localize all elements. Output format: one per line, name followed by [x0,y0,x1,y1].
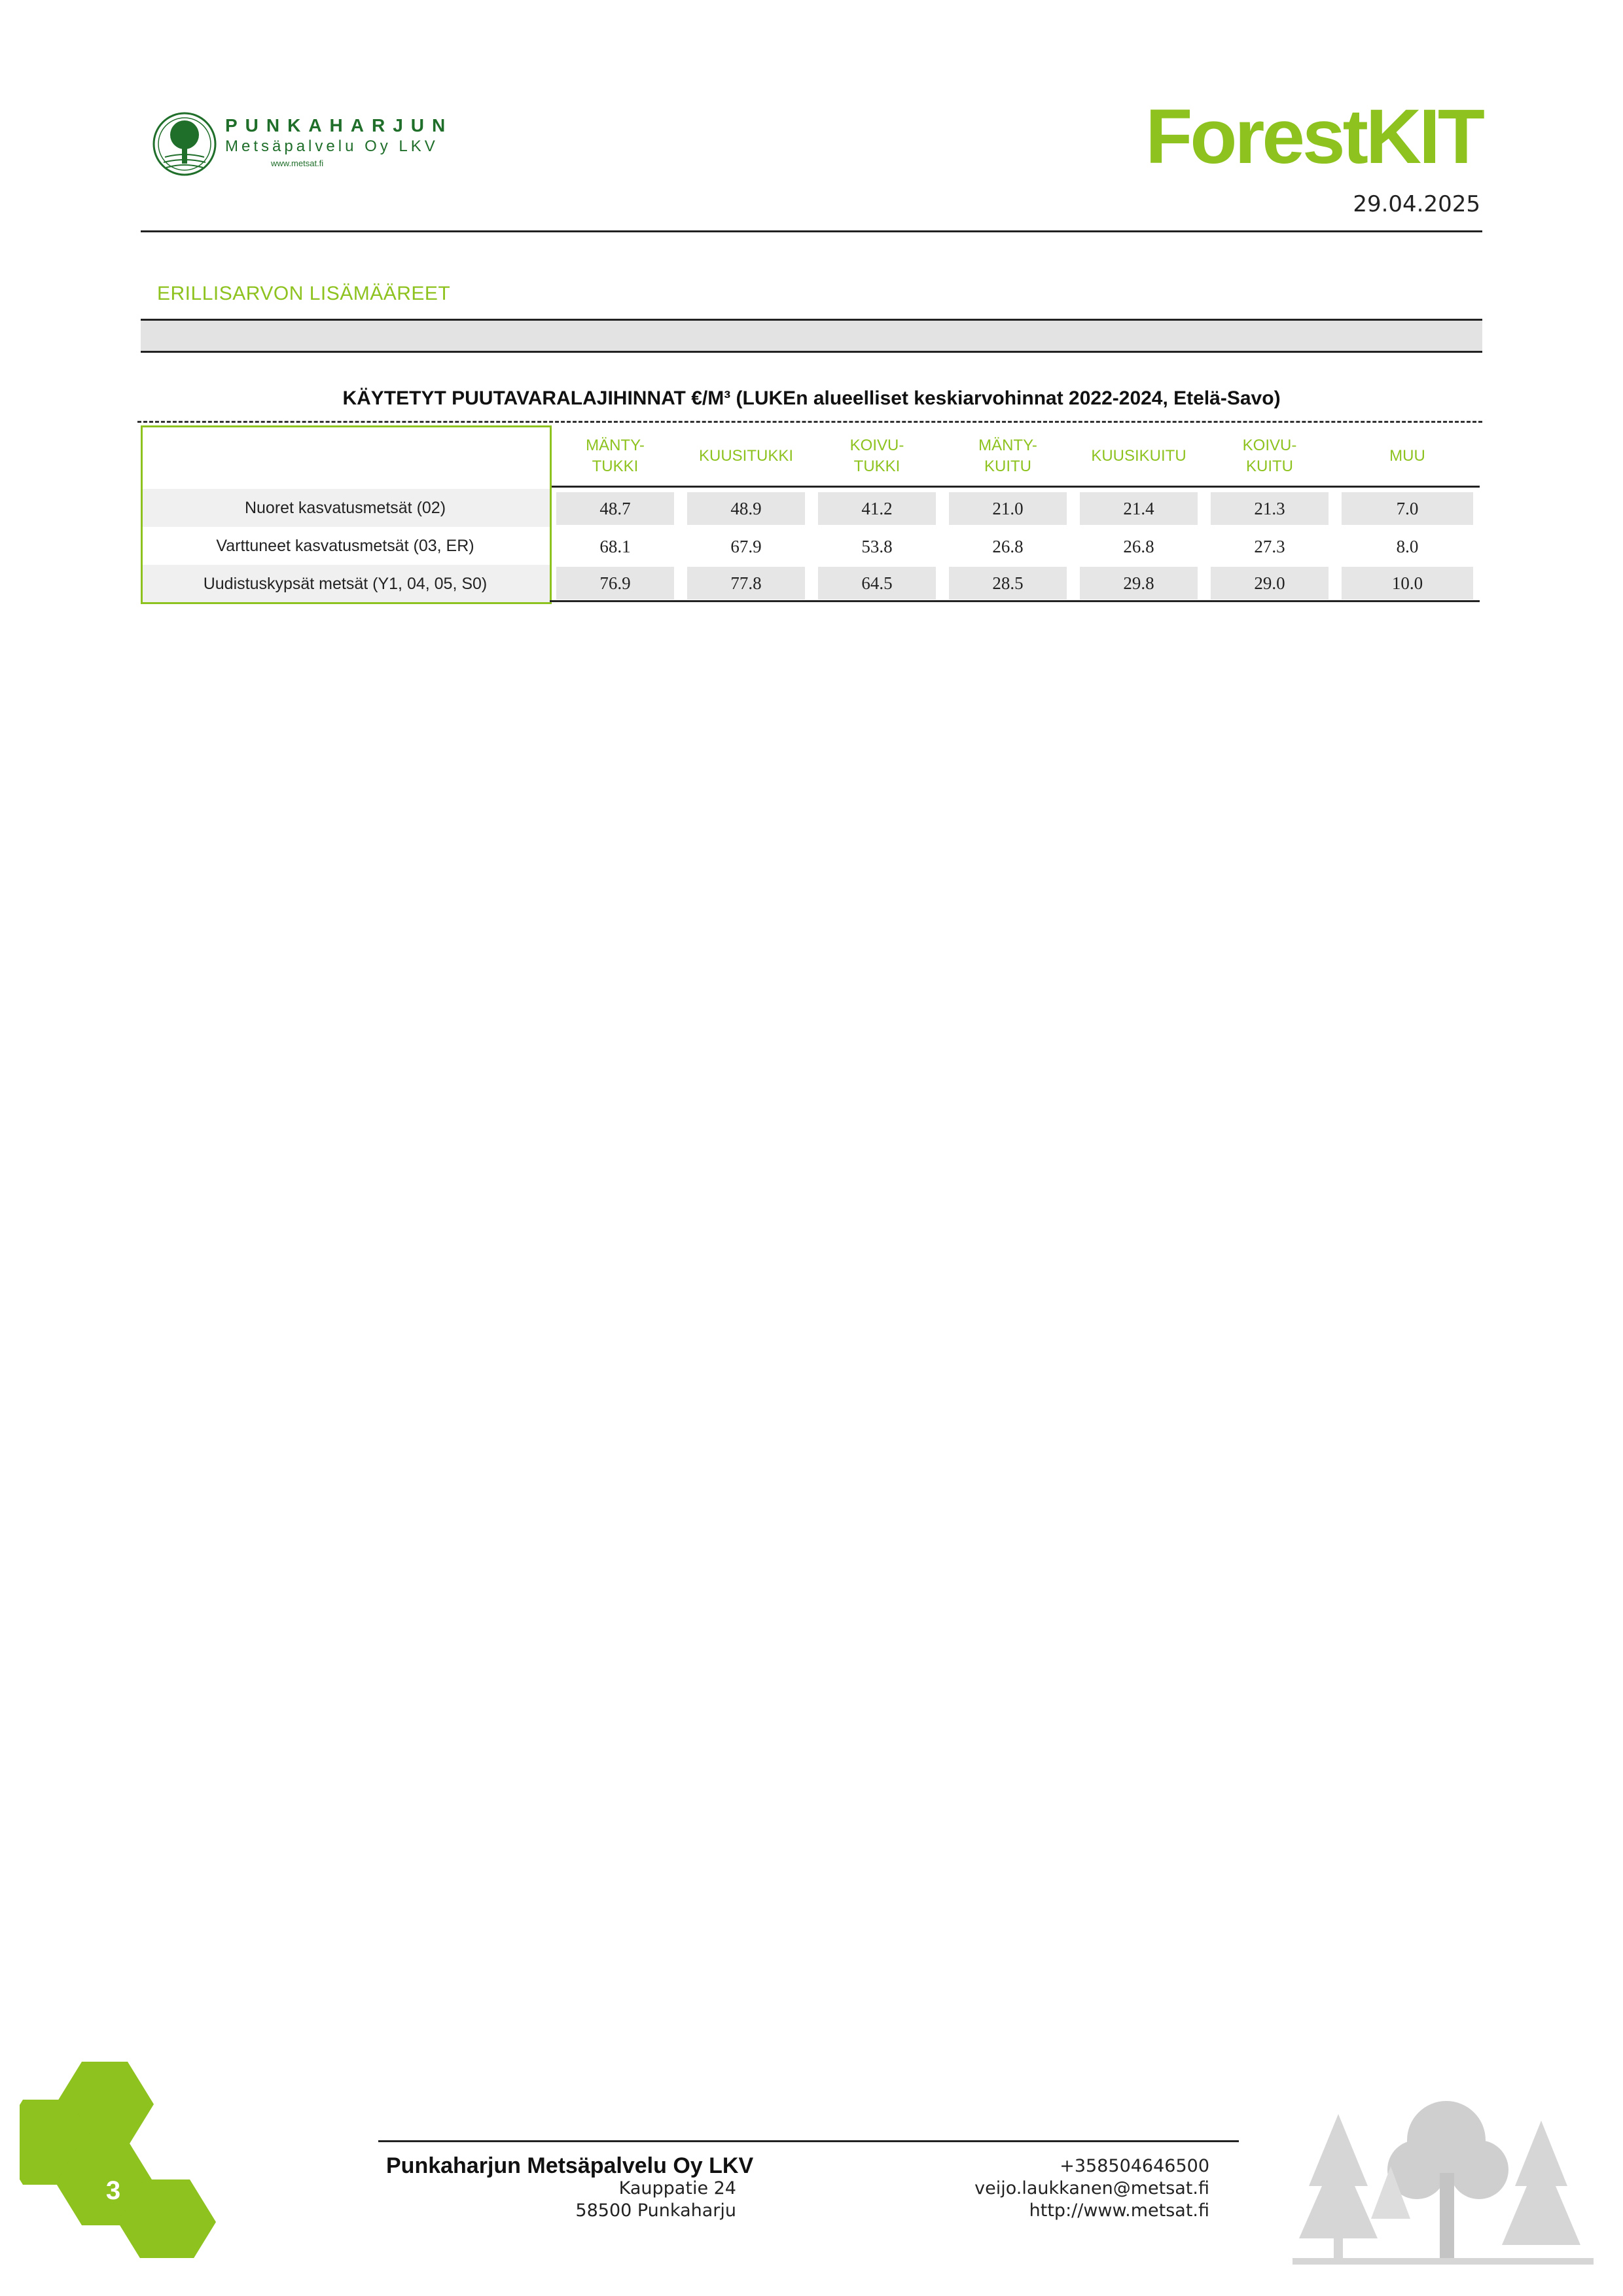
logo-name: PUNKAHARJUN [225,115,454,135]
row-label-frame [141,486,552,604]
col-header-kuusitukki: KUUSITUKKI [698,446,794,465]
footer-address [524,2178,736,2222]
forest-illustration-icon [1293,2094,1594,2265]
table-cell: 21.0 [949,492,1067,525]
dashed-divider [137,421,1482,423]
footer-street: Kauppatie 24 [618,2178,736,2198]
table-cell: 64.5 [818,567,936,600]
brand-logo: ForestKIT [1145,94,1482,180]
table-bottom-rule [550,600,1480,602]
table-cell: 41.2 [818,492,936,525]
header-divider [141,230,1482,232]
footer-divider [378,2140,1239,2142]
table-cell: 7.0 [1342,492,1473,525]
table-cell: 29.0 [1211,567,1329,600]
table-cell: 26.8 [1123,536,1154,556]
table-cell: 48.9 [687,492,805,525]
hexagon-decoration-icon [20,2062,236,2258]
table-cell: 27.3 [1254,536,1285,556]
tree-seal-icon [152,111,217,177]
logo-website: www.metsat.fi [271,158,324,168]
col-header-koivukuitu: KOIVU- KUITU [1242,436,1297,475]
company-logo [152,111,454,177]
row-label: Varttuneet kasvatusmetsät (03, ER) [141,527,550,565]
logo-subtitle: Metsäpalvelu Oy LKV [225,137,438,155]
table-cell: 21.3 [1211,492,1329,525]
table-cell: 77.8 [687,567,805,600]
footer-email[interactable]: veijo.laukkanen@metsat.fi [974,2178,1209,2198]
document-date: 29.04.2025 [1353,191,1480,217]
col-header-mantytukki: MÄNTY- TUKKI [586,436,645,475]
footer-website[interactable]: http://www.metsat.fi [1029,2200,1209,2221]
col-header-muu: MUU [1389,446,1425,465]
footer-postal: 58500 Punkaharju [575,2200,736,2221]
col-header-koivutukki: KOIVU- TUKKI [849,436,904,475]
table-cell: 8.0 [1396,536,1419,556]
table-cell: 53.8 [861,536,893,556]
table-cell: 76.9 [556,567,674,600]
page-number: 3 [105,2176,121,2205]
header-corner-box [141,425,552,488]
table-title: KÄYTETYT PUUTAVARALAJIHINNAT €/M³ (LUKEn alueelliset keskiarvohinnat 2022-2024, Etelä-Savo) [342,387,1281,409]
footer-contact [916,2155,1209,2222]
table-cell: 68.1 [599,536,631,556]
col-header-kuusikuitu: KUUSIKUITU [1091,446,1186,465]
table-cell: 67.9 [730,536,762,556]
table-cell: 29.8 [1080,567,1198,600]
table-cell: 48.7 [556,492,674,525]
row-label: Uudistuskypsät metsät (Y1, 04, 05, S0) [141,565,550,603]
table-cell: 10.0 [1342,567,1473,600]
header-rule [550,486,1480,488]
row-label: Nuoret kasvatusmetsät (02) [141,489,550,527]
col-header-mantykuitu: MÄNTY- KUITU [978,436,1037,475]
section-band [141,319,1482,353]
footer-phone: +358504646500 [1060,2156,1209,2176]
table-cell: 21.4 [1080,492,1198,525]
footer-company: Punkaharjun Metsäpalvelu Oy LKV [386,2153,754,2178]
section-title: ERILLISARVON LISÄMÄÄREET [157,283,451,304]
table-cell: 28.5 [949,567,1067,600]
table-cell: 26.8 [992,536,1024,556]
